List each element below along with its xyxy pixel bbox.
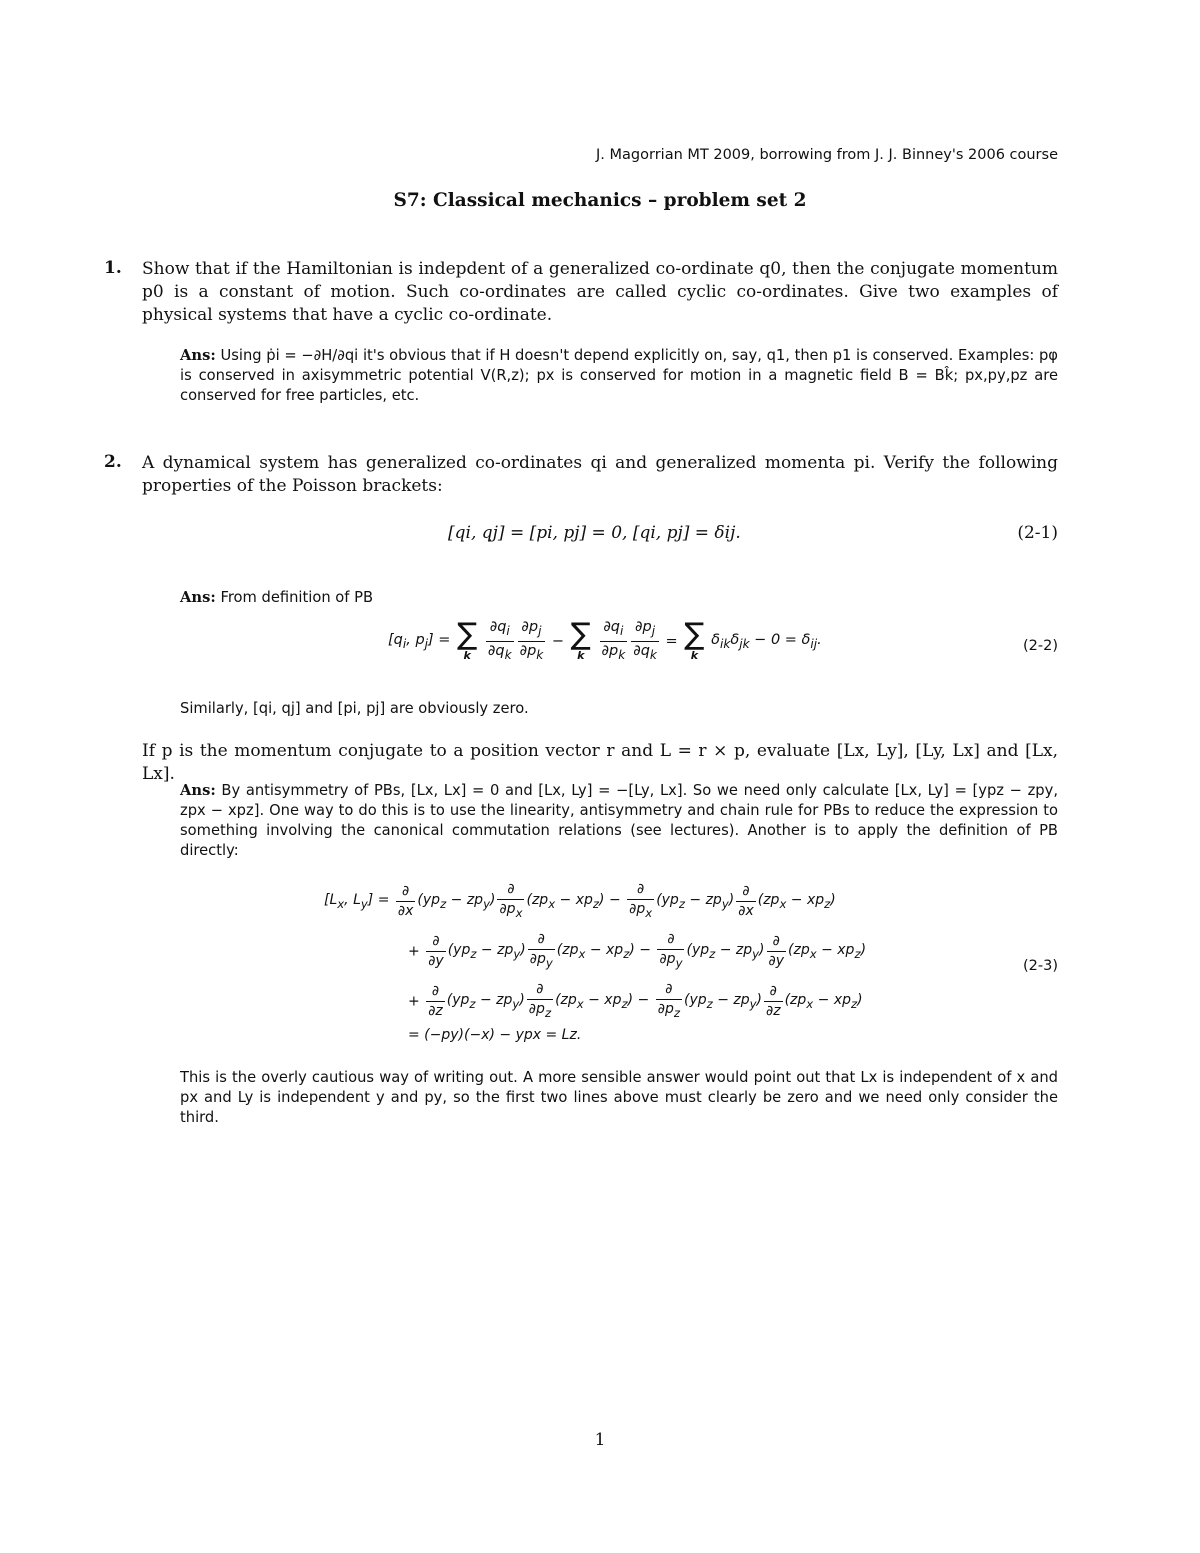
similarly-text: Similarly, [qi, qj] and [pi, pj] are obviously zero. [180,700,529,717]
equation-2-2-tag: (2-2) [1023,638,1058,654]
equation-2-3-tag: (2-3) [1023,958,1058,974]
equation-2-1: [qi, qj] = [pi, pj] = 0, [qi, pj] = δij. [448,523,741,543]
answer-2-text: By antisymmetry of PBs, [Lx, Lx] = 0 and [Lx, Ly] = −[Ly, Lx]. So we need only calculate [Lx, Ly] = [ypz − zpy, zpx − xpz]. One way to do this is to use the linearity, antisymmetry and chain rule for PBs to reduce the expression to something involving the canonical commutation relations (see lectures). Another is to apply the definition of PB directly: [180,782,1058,859]
problem-2-number: 2. [104,452,122,472]
problem-2-answer-2 [180,781,1058,861]
problem-2-question-2: If p is the momentum conjugate to a position vector r and L = r × p, evaluate [Lx, Ly], [Ly, Lx] and [Lx, Lx]. [142,741,1058,784]
answer-label: Ans: [180,782,216,799]
problem-1-number: 1. [104,258,122,278]
equation-2-3-line-2: + $\frac{\partial}{\partial y}$ $(yp_z - zp_y)$ $\frac{\partial}{\partial p_y}$ $(zp_x - xp_z)$ − $\frac{\partial}{\partial p_y}$ $(yp_z - zp_y)$ $\frac{\partial}{\partial y}$ $(zp_x - xp_z)$ [408,930,866,973]
answer-intro-text: From definition of PB [220,589,374,606]
page-header: J. Magorrian MT 2009, borrowing from J. J. Binney's 2006 course [596,147,1058,163]
conclusion-text: This is the overly cautious way of writing out. A more sensible answer would point out that Lx is independent of x and px and Ly is independent y and py, so the first two lines above must clearly be zero and we need only consider the third. [180,1069,1058,1126]
problem-2-answer-intro [180,588,373,608]
problem-2-question: A dynamical system has generalized co-ordinates qi and generalized momenta pi. Verify the following properties of the Poisson brackets: [142,453,1058,496]
equation-2-3-line-4: = (−py)(−x) − ypx = Lz. [408,1027,582,1043]
problem-1-answer [180,346,1058,406]
equation-2-1-tag: (2-1) [1017,523,1058,543]
page-title: S7: Classical mechanics – problem set 2 [393,190,807,211]
answer-text: Using ṗi = −∂H/∂qi it's obvious that if H doesn't depend explicitly on, say, q1, then p1 is conserved. Examples: pφ is conserved in axisymmetric potential V(R,z); px is conserved for motion in a magnetic field B = Bk̂; px,py,pz are conserved for free particles, etc. [180,347,1058,404]
page-number: 1 [594,1430,606,1450]
equation-2-3-line-1: [$L_x$, $L_y$] = $\frac{\partial}{\partial x}$ $(yp_z - zp_y)$ $\frac{\partial}{\partial p_x}$ $(zp_x - xp_z)$ − $\frac{\partial}{\partial p_x}$ $(yp_z - zp_y)$ $\frac{\partial}{\partial x}$ $(zp_x - xp_z)$ [324,880,836,923]
equation-2-2: [$q_i$, $p_j$] = ∑ k $\frac{\partial q_i}{\partial q_k}$ $\frac{\partial p_j}{\partial p_k}$ − ∑ k $\frac{\partial q_i}{\partial p_k}$ $\frac{\partial p_j}{\partial q_k}$ = ∑ k $\delta_{ik}\delta_{jk} - 0 = \delta_{ij}$. [388,618,822,665]
answer-label: Ans: [180,347,216,364]
answer-label: Ans: [180,589,216,606]
equation-2-3-line-3: + $\frac{\partial}{\partial z}$ $(yp_z - zp_y)$ $\frac{\partial}{\partial p_z}$ $(zp_x - xp_z)$ − $\frac{\partial}{\partial p_z}$ $(yp_z - zp_y)$ $\frac{\partial}{\partial z}$ $(zp_x - xp_z)$ [408,980,863,1023]
problem-1-question: Show that if the Hamiltonian is indepdent of a generalized co-ordinate q0, then the conjugate momentum p0 is a constant of motion. Such co-ordinates are called cyclic co-ordinates. Give two examples of physical systems that have a cyclic co-ordinate. [142,259,1058,325]
